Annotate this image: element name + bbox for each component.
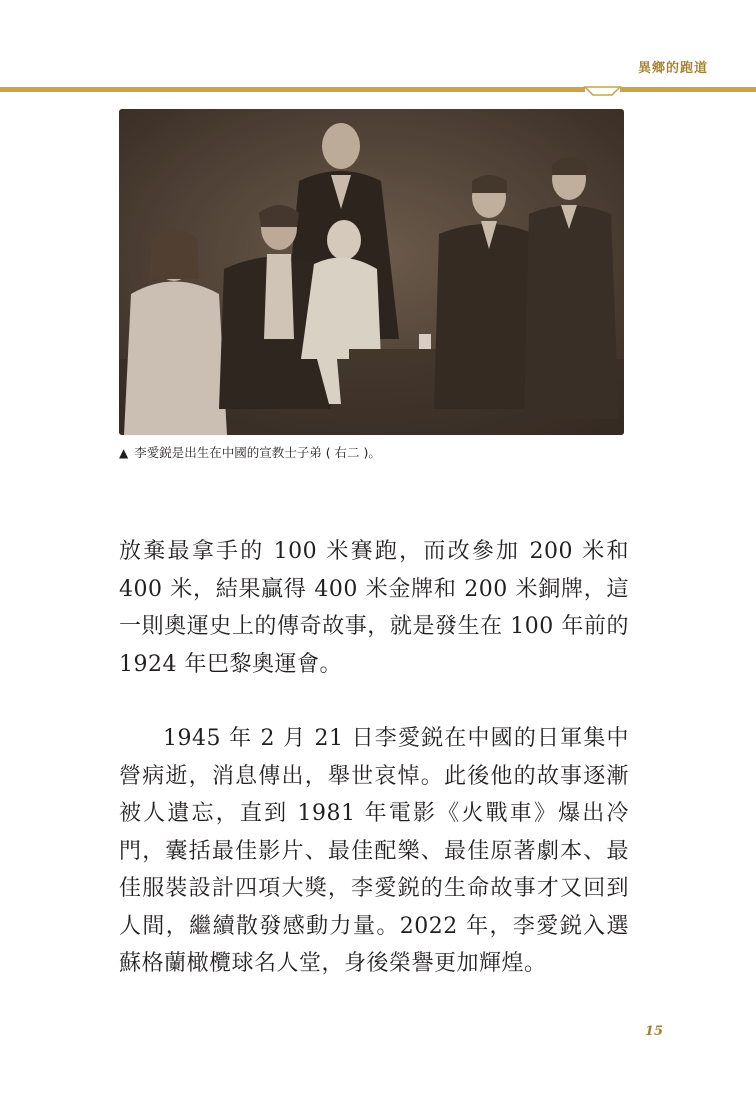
photo-caption (119, 443, 381, 461)
body-paragraph-2: 1945 年 2 月 21 日李愛鋭在中國的日軍集中營病逝，消息傳出，舉世哀悼。此後他的故事逐漸被人遺忘，直到 1981 年電影《火戰車》爆出冷門，囊括最佳影片、最佳配樂、最佳原著劇本、最佳服裝設計四項大獎，李愛鋭的生命故事才又回到人間，繼續散發感動力量。2022 年，李愛鋭入選蘇格蘭橄欖球名人堂，身後榮譽更加輝煌。 (119, 726, 629, 976)
header-rule (0, 82, 756, 96)
body-paragraph-1: 放棄最拿手的 100 米賽跑，而改參加 200 米和 400 米，結果贏得 400 米金牌和 200 米銅牌，這一則奧運史上的傳奇故事，就是發生在 100 年前的 1924 年巴黎奧運會。 (119, 539, 629, 677)
running-header-title: 異鄉的跑道 (637, 61, 708, 76)
family-photo (119, 109, 624, 435)
triangle-marker-icon: ▲ (119, 446, 129, 460)
photo-caption-text: 李愛鋭是出生在中國的宣教士子弟 ( 右二 )。 (134, 445, 381, 460)
page-number: 15 (644, 1024, 663, 1039)
family-photo-illustration (119, 109, 624, 435)
